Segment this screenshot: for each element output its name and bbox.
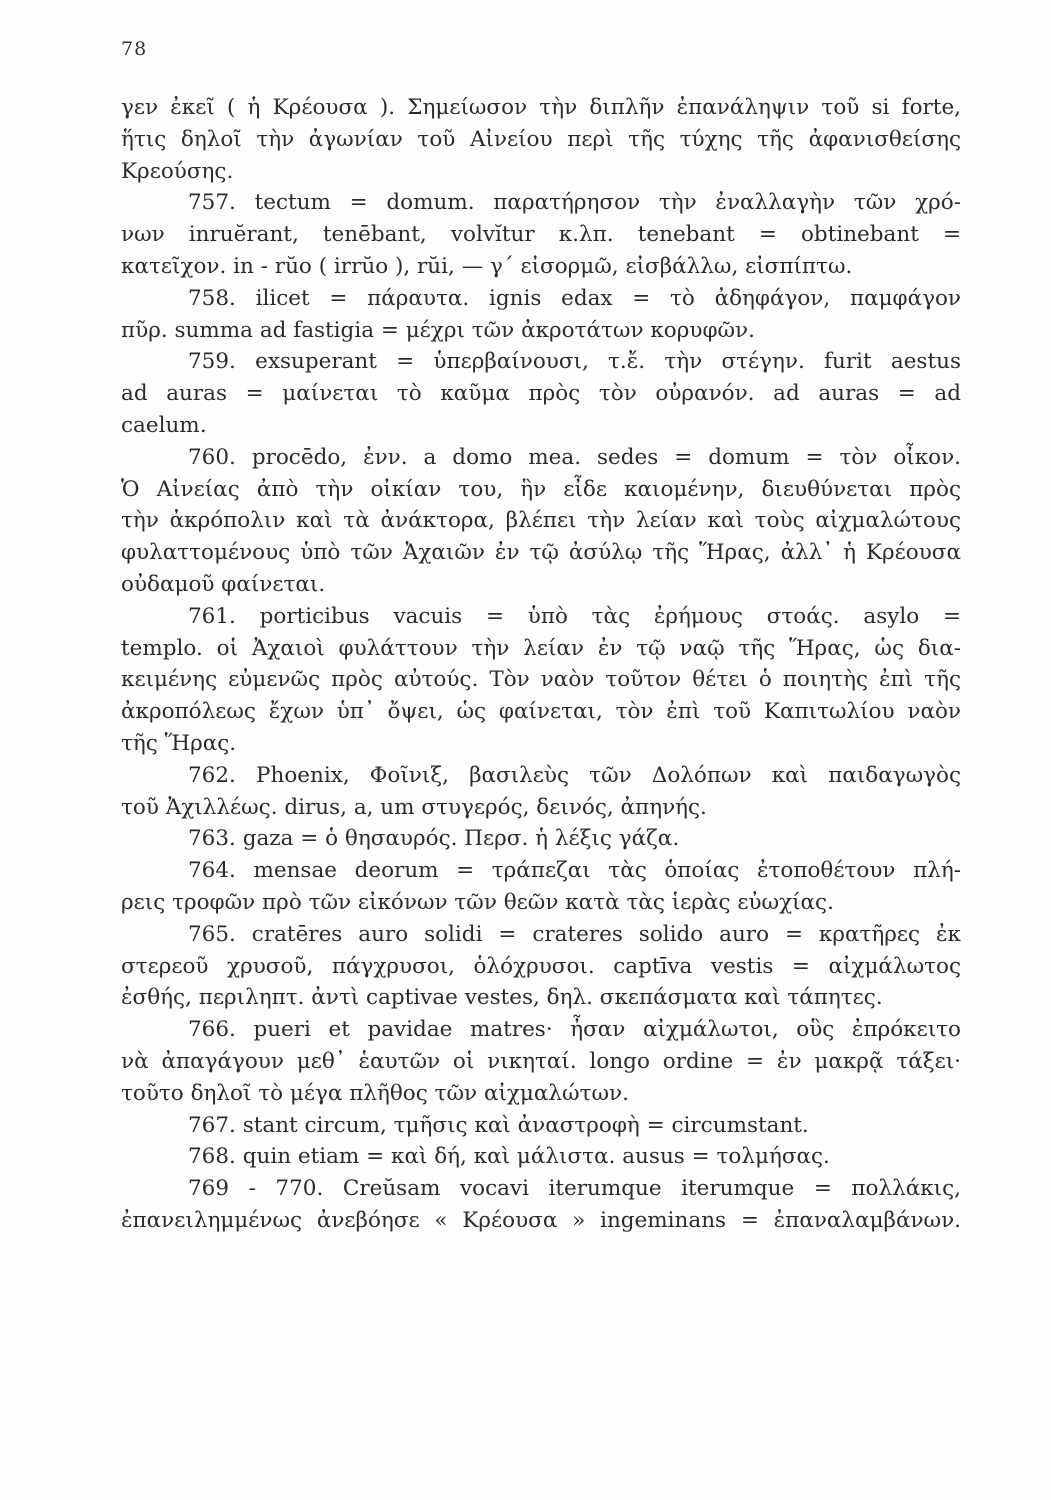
text-line: templo. οἱ Ἀχαιοὶ φυλάττουν τὴν λείαν ἐν τῷ ναῷ τῆς Ἥρας, ὡς δια- bbox=[121, 635, 961, 661]
text-line: ἐσθής, περιληπτ. ἀντὶ captivae vestes, δηλ. σκεπάσματα καὶ τάπητες. bbox=[121, 985, 883, 1011]
text-line: 764. mensae deorum = τράπεζαι τὰς ὁποίας ἐτοποθέτουν πλή- bbox=[188, 858, 961, 884]
text-line: γεν ἐκεῖ ( ἡ Κρέουσα ). Σημείωσον τὴν διπλῆν ἐπανάληψιν τοῦ si forte, bbox=[121, 95, 961, 120]
text-line: 768. quin etiam = καὶ δή, καὶ μάλιστα. ausus = τολμήσας. bbox=[188, 1144, 830, 1170]
text-line: ἀκροπόλεως ἔχων ὑπ᾽ ὄψει, ὡς φαίνεται, τὸν ἐπὶ τοῦ Καπιτωλίου ναὸν bbox=[121, 699, 961, 725]
text-line: 763. gaza = ὁ θησαυρός. Περσ. ἡ λέξις γάζα. bbox=[188, 826, 680, 852]
text-line: 760. procēdo, ἐνν. a domo mea. sedes = domum = τὸν οἶκον. bbox=[188, 444, 961, 470]
page-number: 78 bbox=[121, 38, 148, 60]
text-line: 765. cratēres auro solidi = crateres solido auro = κρατῆρες ἐκ bbox=[188, 921, 961, 947]
text-line: Ὁ Αἰνείας ἀπὸ τὴν οἰκίαν του, ἣν εἶδε καιομένην, διευθύνεται πρὸς bbox=[121, 476, 961, 502]
text-line: κειμένης εὐμενῶς πρὸς αὐτούς. Τὸν ναὸν τοῦτον θέτει ὁ ποιητὴς ἐπὶ τῆς bbox=[121, 667, 961, 693]
text-line: Κρεούσης. bbox=[121, 158, 234, 184]
text-line: φυλαττομένους ὑπὸ τῶν Ἀχαιῶν ἐν τῷ ἀσύλῳ τῆς Ἥρας, ἀλλ᾽ ἡ Κρέουσα bbox=[121, 540, 961, 566]
text-line: πῦρ. summa ad fastigia = μέχρι τῶν ἀκροτάτων κορυφῶν. bbox=[121, 317, 755, 343]
text-line: στερεοῦ χρυσοῦ, πάγχρυσοι, ὁλόχρυσοι. captīva vestis = αἰχμάλωτος bbox=[121, 953, 961, 979]
text-line: 766. pueri et pavidae matres· ἦσαν αἰχμάλωτοι, οὓς ἐπρόκειτο bbox=[188, 1017, 961, 1043]
text-line: 762. Phoenix, Φοῖνιξ, βασιλεὺς τῶν Δολόπων καὶ παιδαγωγὸς bbox=[188, 762, 961, 788]
text-line: νὰ ἀπαγάγουν μεθ᾽ ἑαυτῶν οἱ νικηταί. longo ordine = ἐν μακρᾷ τάξει· bbox=[121, 1048, 961, 1074]
text-line: τὴν ἀκρόπολιν καὶ τὰ ἀνάκτορα, βλέπει τὴν λείαν καὶ τοὺς αἰχμαλώτους bbox=[121, 508, 961, 534]
text-line: οὐδαμοῦ φαίνεται. bbox=[121, 571, 326, 597]
text-line: κατεῖχον. in - rŭo ( irrŭo ), rŭi, — γ΄ εἰσορμῶ, εἰσβάλλω, εἰσπίπτω. bbox=[121, 253, 853, 279]
text-line: τοῦτο δηλοῖ τὸ μέγα πλῆθος τῶν αἰχμαλώτων. bbox=[121, 1080, 629, 1106]
text-line: 758. ilicet = πάραυτα. ignis edax = τὸ ἀδηφάγον, παμφάγον bbox=[188, 285, 961, 311]
text-line: τῆς Ἥρας. bbox=[121, 730, 237, 756]
text-line: 767. stant circum, τμῆσις καὶ ἀναστροφὴ = circumstant. bbox=[188, 1112, 809, 1138]
text-line: 761. porticibus vacuis = ὑπὸ τὰς ἐρήμους στοάς. asylo = bbox=[188, 603, 961, 629]
text-line: νων inruĕrant, tenēbant, volvĭtur κ.λπ. tenebant = obtinebant = bbox=[121, 222, 961, 248]
text-line: 759. exsuperant = ὑπερβαίνουσι, τ.ἔ. τὴν στέγην. furit aestus bbox=[188, 349, 961, 375]
text-line: 769 - 770. Creŭsam vocavi iterumque iterumque = πολλάκις, bbox=[188, 1176, 961, 1202]
text-line: caelum. bbox=[121, 412, 207, 438]
text-line: 757. tectum = domum. παρατήρησον τὴν ἐναλλαγὴν τῶν χρό- bbox=[188, 190, 961, 216]
text-line: τοῦ Ἀχιλλέως. dirus, a, um στυγερός, δεινός, ἀπηνής. bbox=[121, 794, 707, 820]
text-line: ad auras = μαίνεται τὸ καῦμα πρὸς τὸν οὐρανόν. ad auras = ad bbox=[121, 381, 961, 407]
commentary-text bbox=[121, 92, 961, 1237]
text-line: ἥτις δηλοῖ τὴν ἀγωνίαν τοῦ Αἰνείου περὶ τῆς τύχης τῆς ἀφανισθείσης bbox=[121, 126, 961, 152]
text-line: ρεις τροφῶν πρὸ τῶν εἰκόνων τῶν θεῶν κατὰ τὰς ἱερὰς εὐωχίας. bbox=[121, 889, 834, 915]
text-line: ἐπανειλημμένως ἀνεβόησε « Κρέουσα » ingeminans = ἐπαναλαμβάνων. bbox=[121, 1207, 961, 1233]
